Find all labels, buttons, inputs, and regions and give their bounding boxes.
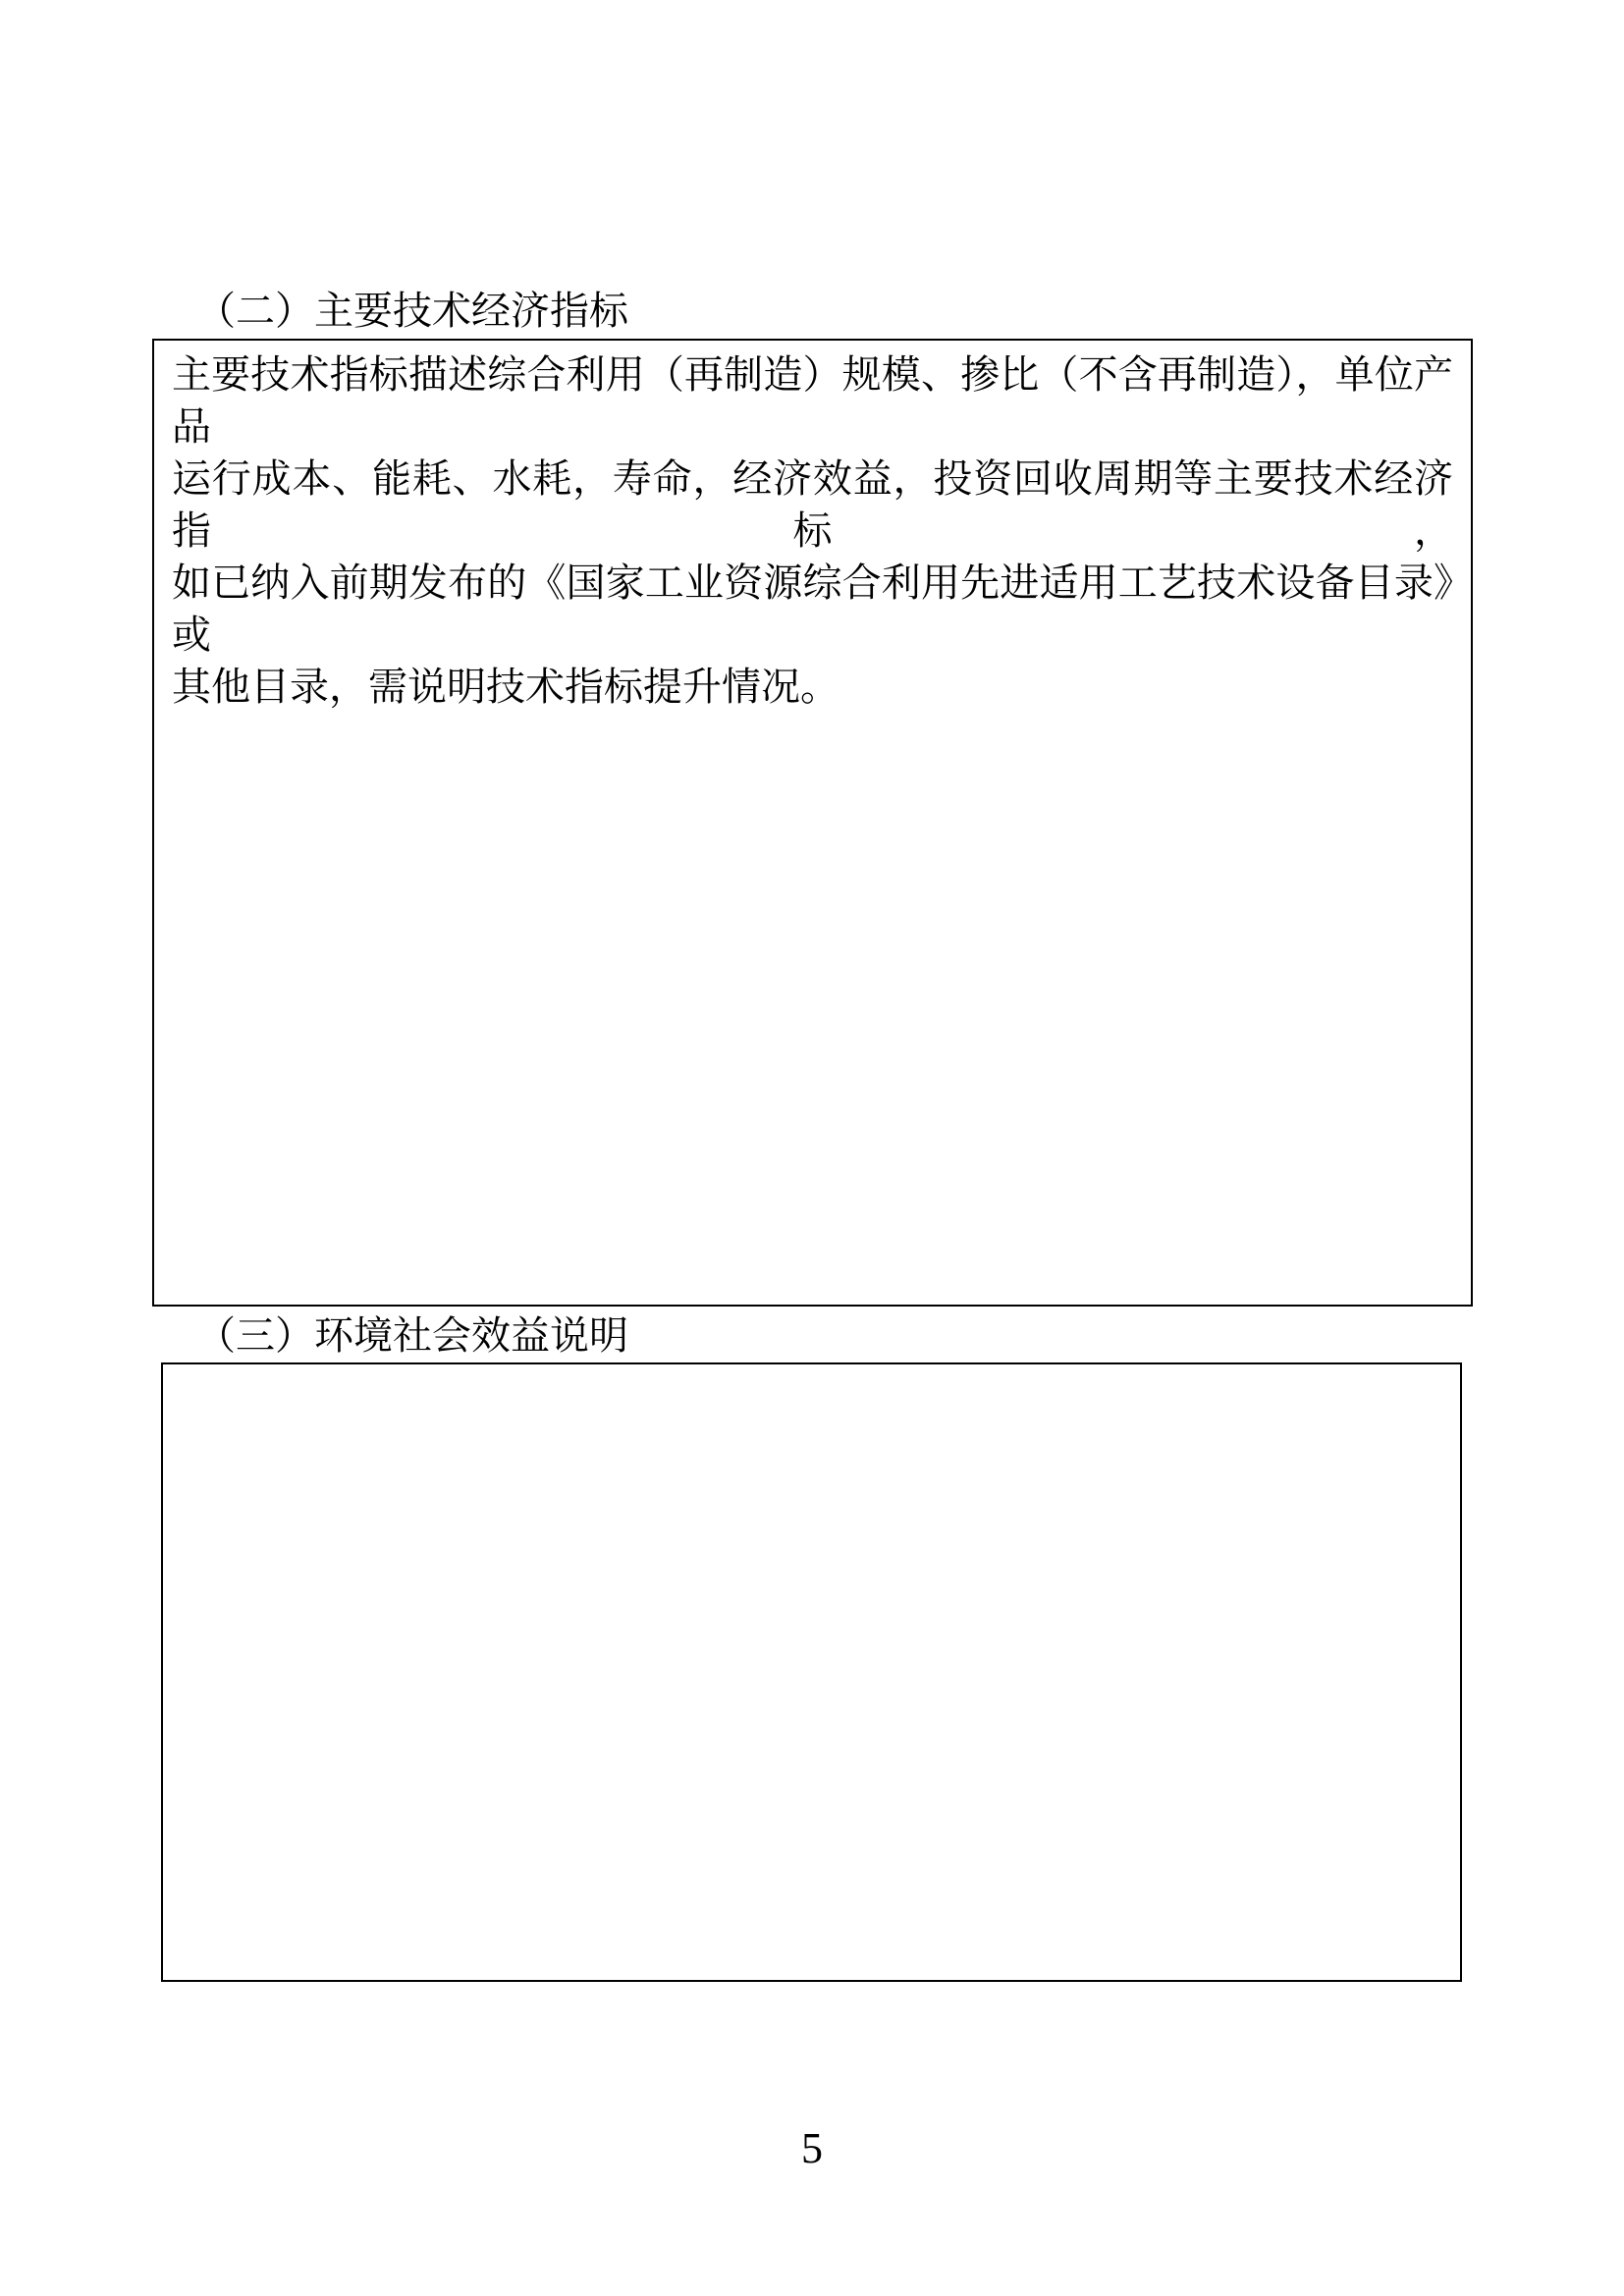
technical-indicators-box[interactable]: [152, 339, 1473, 1307]
body-text-line: 如已纳入前期发布的《国家工业资源综合利用先进适用工艺技术设备目录》或: [172, 561, 1453, 657]
section-heading-technical-indicators: （二）主要技术经济指标: [196, 289, 628, 333]
body-text-line: 其他目录，需说明技术指标提升情况。: [172, 665, 839, 709]
section-heading-environment-benefits: （三）环境社会效益说明: [196, 1313, 628, 1358]
environment-benefits-box[interactable]: [161, 1362, 1462, 1982]
body-text-line: 主要技术指标描述综合利用（再制造）规模、掺比（不含再制造），单位产品: [172, 352, 1453, 449]
page-number: 5: [801, 2124, 823, 2172]
technical-indicators-description: [172, 348, 1453, 713]
body-text-line: 运行成本、能耗、水耗，寿命，经济效益，投资回收周期等主要技术经济指标，: [172, 456, 1453, 553]
